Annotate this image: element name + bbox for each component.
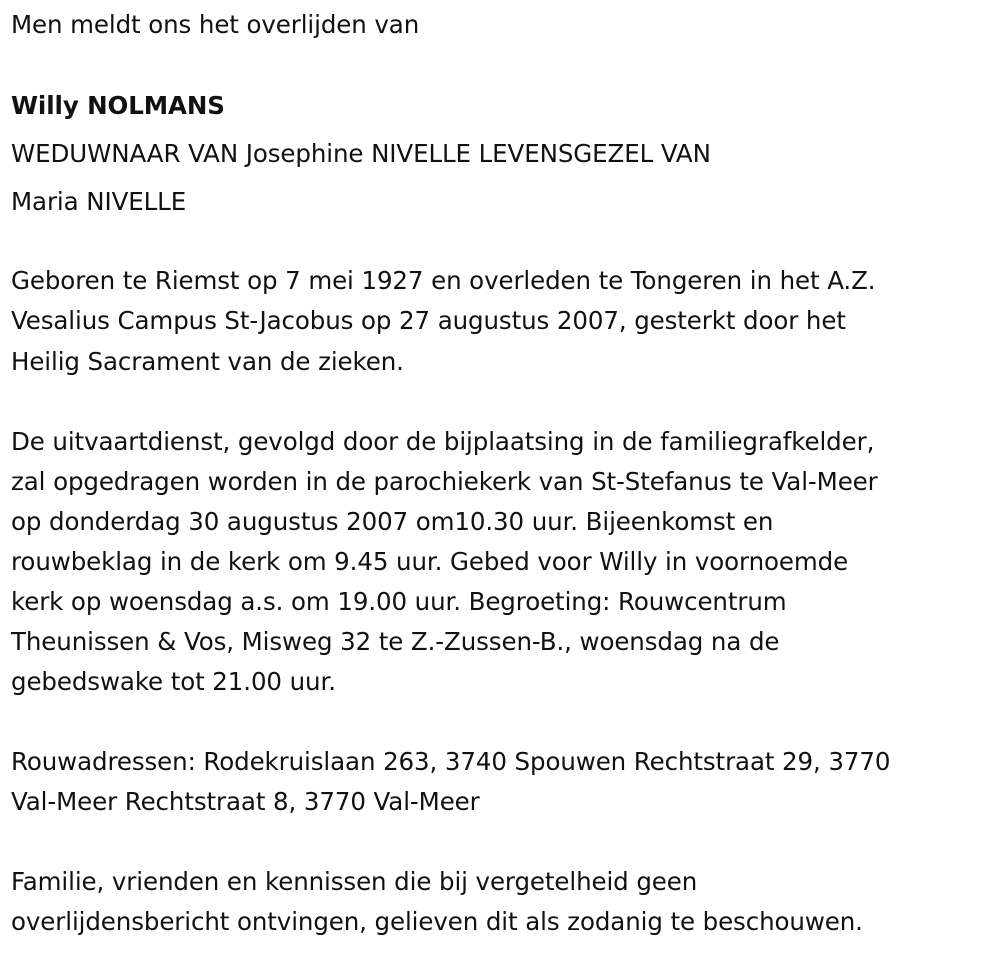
relations-line: WEDUWNAAR VAN Josephine NIVELLE LEVENSGEZEL VAN bbox=[11, 139, 711, 168]
intro-text: Men meldt ons het overlijden van bbox=[11, 10, 420, 39]
funeral-line: rouwbeklag in de kerk om 9.45 uur. Gebed voor Willy in voornoemde bbox=[11, 547, 849, 576]
address-line: Rouwadressen: Rodekruislaan 263, 3740 Spouwen Rechtstraat 29, 3770 bbox=[11, 747, 891, 776]
funeral-line: gebedswake tot 21.00 uur. bbox=[11, 667, 336, 696]
funeral-line: Theunissen & Vos, Misweg 32 te Z.-Zussen-B., woensdag na de bbox=[11, 627, 780, 656]
closing-line: Familie, vrienden en kennissen die bij vergetelheid geen bbox=[11, 867, 698, 896]
birth-death-line: Heilig Sacrament van de zieken. bbox=[11, 347, 404, 376]
funeral-line: zal opgedragen worden in de parochiekerk van St-Stefanus te Val-Meer bbox=[11, 467, 878, 496]
birth-death-line: Geboren te Riemst op 7 mei 1927 en overleden te Tongeren in het A.Z. bbox=[11, 266, 876, 295]
funeral-line: De uitvaartdienst, gevolgd door de bijplaatsing in de familiegrafkelder, bbox=[11, 427, 875, 456]
closing-line: overlijdensbericht ontvingen, gelieven dit als zodanig te beschouwen. bbox=[11, 907, 863, 936]
relations-line: Maria NIVELLE bbox=[11, 187, 187, 216]
deceased-name: Willy NOLMANS bbox=[11, 91, 225, 120]
funeral-line: kerk op woensdag a.s. om 19.00 uur. Begroeting: Rouwcentrum bbox=[11, 587, 787, 616]
address-line: Val-Meer Rechtstraat 8, 3770 Val-Meer bbox=[11, 787, 480, 816]
birth-death-line: Vesalius Campus St-Jacobus op 27 augustus 2007, gesterkt door het bbox=[11, 306, 846, 335]
funeral-line: op donderdag 30 augustus 2007 om10.30 uur. Bijeenkomst en bbox=[11, 507, 774, 536]
